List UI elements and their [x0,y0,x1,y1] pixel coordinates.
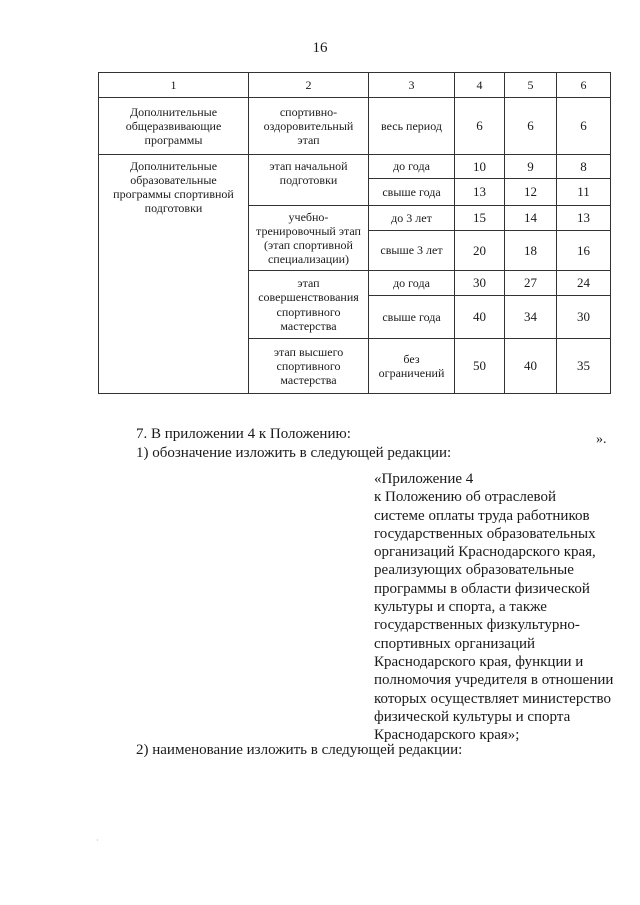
value-cell: 6 [455,98,505,155]
item-7-paragraph: 7. В приложении 4 к Положению: [136,426,351,442]
stage-cell: этап начальной подготовки [249,155,369,206]
header-cell: 1 [99,73,249,98]
value-cell: 35 [557,339,611,394]
header-cell: 6 [557,73,611,98]
value-cell: 9 [505,155,557,179]
value-cell: 14 [505,206,557,231]
value-cell: 30 [455,271,505,296]
header-cell: 2 [249,73,369,98]
value-cell: 10 [455,155,505,179]
appendix-line: системе оплаты труда работников [374,507,590,524]
stage-cell: этап высшего спортивного мастерства [249,339,369,394]
value-cell: 27 [505,271,557,296]
stage-cell: этап совершенствования спортивного мастерства [249,271,369,339]
period-cell: до года [369,155,455,179]
value-cell: 50 [455,339,505,394]
header-cell: 5 [505,73,557,98]
value-cell: 16 [557,231,611,271]
appendix-line: организаций Краснодарского края, [374,544,596,561]
table-row [99,98,611,155]
period-cell: до года [369,271,455,296]
appendix-line: «Приложение 4 [374,471,474,487]
value-cell: 34 [505,296,557,339]
page-number: 16 [312,40,328,56]
value-cell: 11 [557,179,611,206]
appendix-line: Краснодарского края»; [374,727,520,744]
value-cell: 8 [557,155,611,179]
value-cell: 40 [505,339,557,394]
value-cell: 13 [455,179,505,206]
value-cell: 20 [455,231,505,271]
closing-quote: ». [596,432,607,447]
table-row [99,155,611,179]
value-cell: 30 [557,296,611,339]
period-cell: весь период [369,98,455,155]
value-cell: 24 [557,271,611,296]
appendix-line: программы в области физической [374,580,590,597]
appendix-line: физической культуры и спорта [374,708,571,725]
program-cell: Дополнительные общеразвивающие программы [99,98,249,155]
appendix-line: реализующих образовательные [374,562,574,579]
appendix-4-header [374,470,626,744]
item-1-paragraph: 1) обозначение изложить в следующей редакции: [136,445,452,461]
appendix-line: государственных образовательных [374,525,596,542]
header-cell: 3 [369,73,455,98]
period-cell: до 3 лет [369,206,455,231]
program-cell: Дополнительные образовательные программы спортивной подготовки [99,155,249,394]
appendix-line: государственных физкультурно- [374,617,580,634]
appendix-line: полномочия учредителя в отношении [374,672,614,689]
stage-cell: спортивно-оздоровительный этап [249,98,369,155]
period-cell: свыше года [369,179,455,206]
period-cell: без ограничений [369,339,455,394]
value-cell: 13 [557,206,611,231]
value-cell: 6 [505,98,557,155]
period-cell: свыше 3 лет [369,231,455,271]
table-header-row [99,73,611,98]
appendix-line: к Положению об отраслевой [374,489,557,506]
stage-cell: учебно-тренировочный этап (этап спортивной специализации) [249,206,369,271]
appendix-line: спортивных организаций [374,635,536,652]
appendix-line: которых осуществляет министерство [374,690,612,707]
header-cell: 4 [455,73,505,98]
value-cell: 40 [455,296,505,339]
appendix-line: Краснодарского края, функции и [374,653,584,670]
item-2-paragraph: 2) наименование изложить в следующей редакции: [136,742,463,758]
scan-margin-mark: · [96,836,99,845]
sports-programs-table [98,72,611,394]
value-cell: 18 [505,231,557,271]
value-cell: 12 [505,179,557,206]
period-cell: свыше года [369,296,455,339]
value-cell: 6 [557,98,611,155]
appendix-line: культуры и спорта, а также [374,599,547,616]
value-cell: 15 [455,206,505,231]
